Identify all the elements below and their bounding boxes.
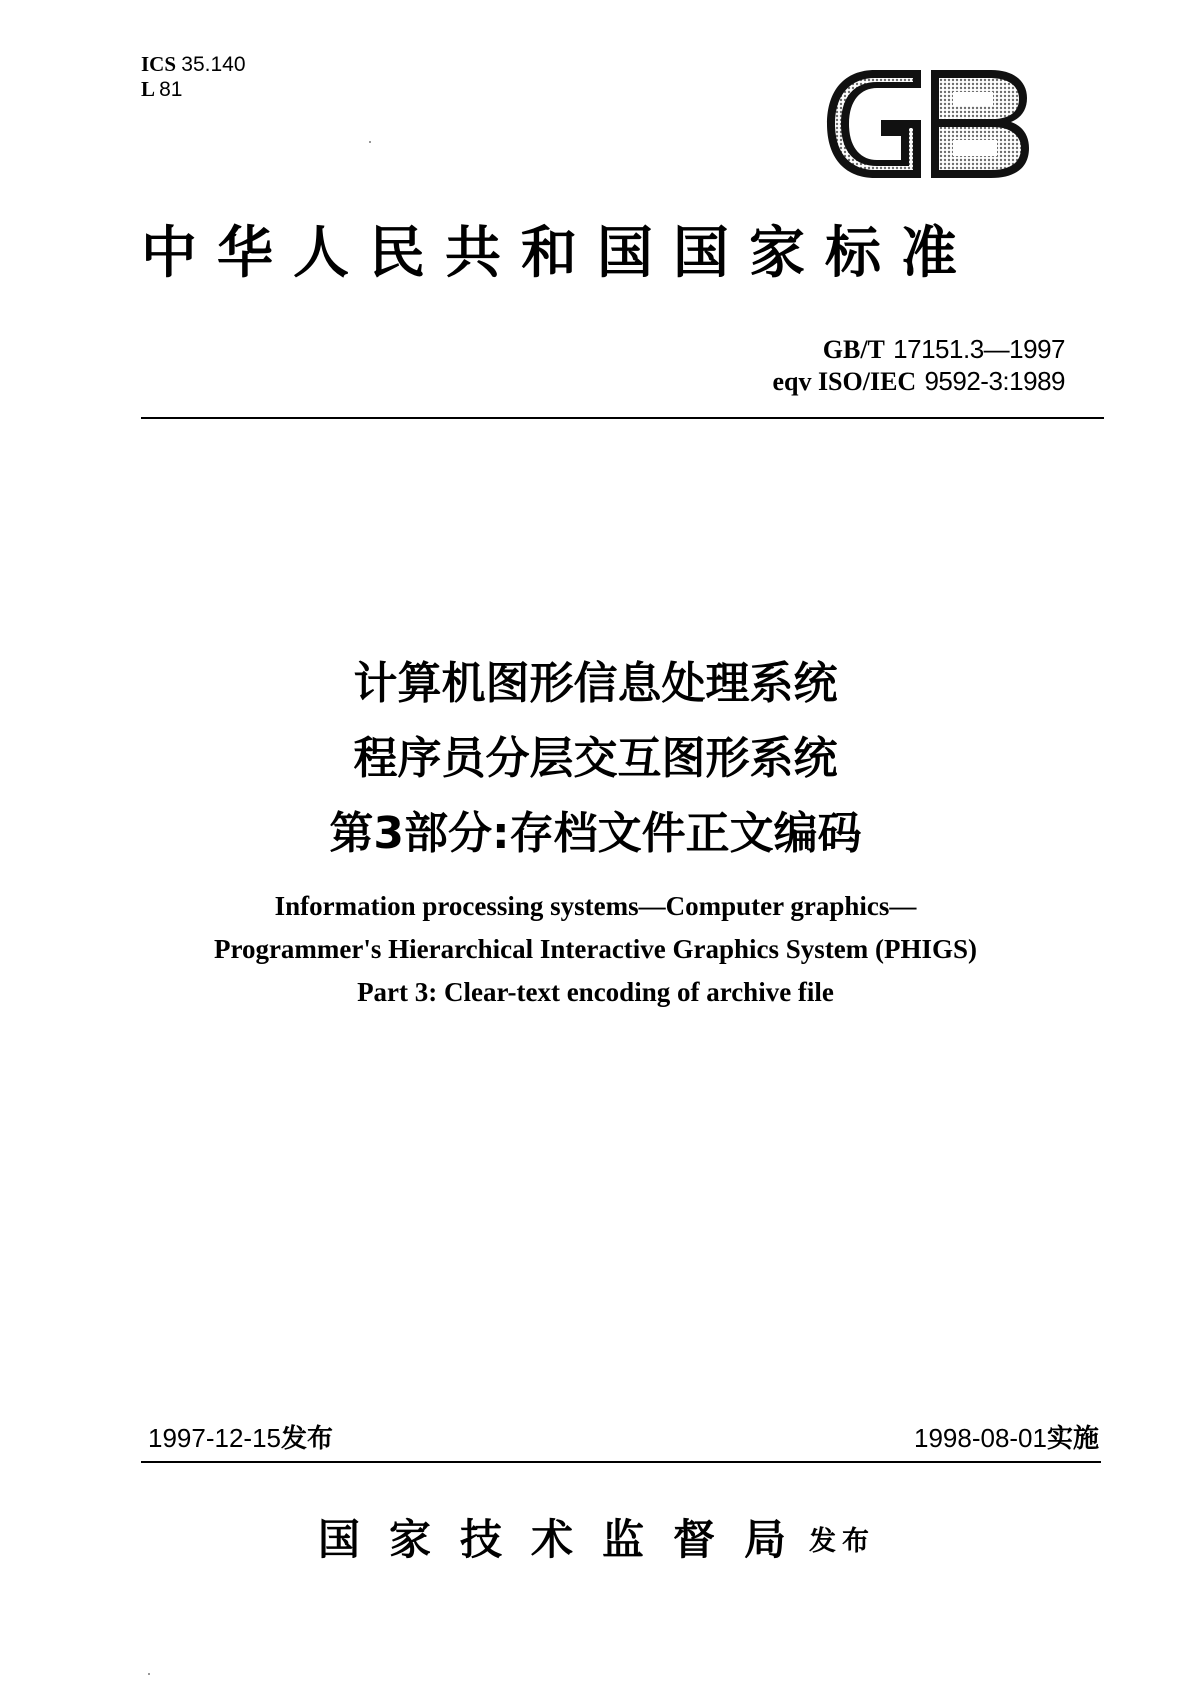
english-title-line-2: Programmer's Hierarchical Interactive Graphics System (PHIGS) — [213, 934, 978, 964]
english-title-line-3: Part 3: Clear-text encoding of archive file — [357, 977, 834, 1007]
logo-letter-g — [827, 70, 921, 178]
equivalence-prefix: eqv ISO/IEC — [772, 367, 917, 396]
ics-prefix: ICS — [141, 52, 177, 76]
publisher-name: 国家技术监督局 — [318, 1515, 816, 1564]
standard-number: 17151.3—1997 — [893, 334, 1065, 364]
chinese-title-line-3: 第3部分:存档文件正文编码 — [329, 808, 862, 859]
publisher — [318, 1512, 875, 1568]
english-title-line-1: Information processing systems—Computer graphics— — [274, 891, 917, 921]
chinese-title — [0, 646, 1191, 871]
standard-numbers — [772, 334, 1065, 398]
equivalence-number: 9592-3:1989 — [924, 366, 1065, 396]
chinese-title-line-2: 程序员分层交互图形系统 — [353, 733, 838, 784]
scan-speck — [369, 141, 371, 143]
logo-text: GB — [823, 66, 825, 67]
standard-number-prefix: GB/T — [822, 335, 885, 364]
class-prefix: L — [141, 77, 154, 101]
issue-label: 发布 — [281, 1424, 334, 1454]
logo-letter-b — [931, 70, 1029, 178]
ics-code-line — [141, 52, 246, 77]
publisher-label: 发布 — [809, 1526, 876, 1557]
standard-number-line — [772, 334, 1065, 366]
gb-logo — [823, 66, 1031, 182]
class-code-line — [141, 77, 246, 102]
ics-code: 35.140 — [181, 53, 246, 76]
national-standard-title: 中华人民共和国国家标准 — [141, 220, 977, 286]
top-divider — [141, 417, 1104, 419]
issue-date-block — [148, 1421, 333, 1456]
classification-codes — [141, 52, 246, 102]
chinese-title-line-1: 计算机图形信息处理系统 — [353, 658, 838, 709]
effective-date-block — [914, 1421, 1099, 1456]
bottom-divider — [141, 1461, 1101, 1463]
issue-date: 1997-12-15 — [148, 1423, 281, 1453]
english-title — [0, 885, 1191, 1014]
scan-speck — [148, 1673, 150, 1675]
effective-date: 1998-08-01 — [913, 1423, 1047, 1453]
effective-label: 实施 — [1046, 1424, 1099, 1454]
equivalence-line — [772, 366, 1065, 398]
class-code: 81 — [159, 78, 183, 101]
